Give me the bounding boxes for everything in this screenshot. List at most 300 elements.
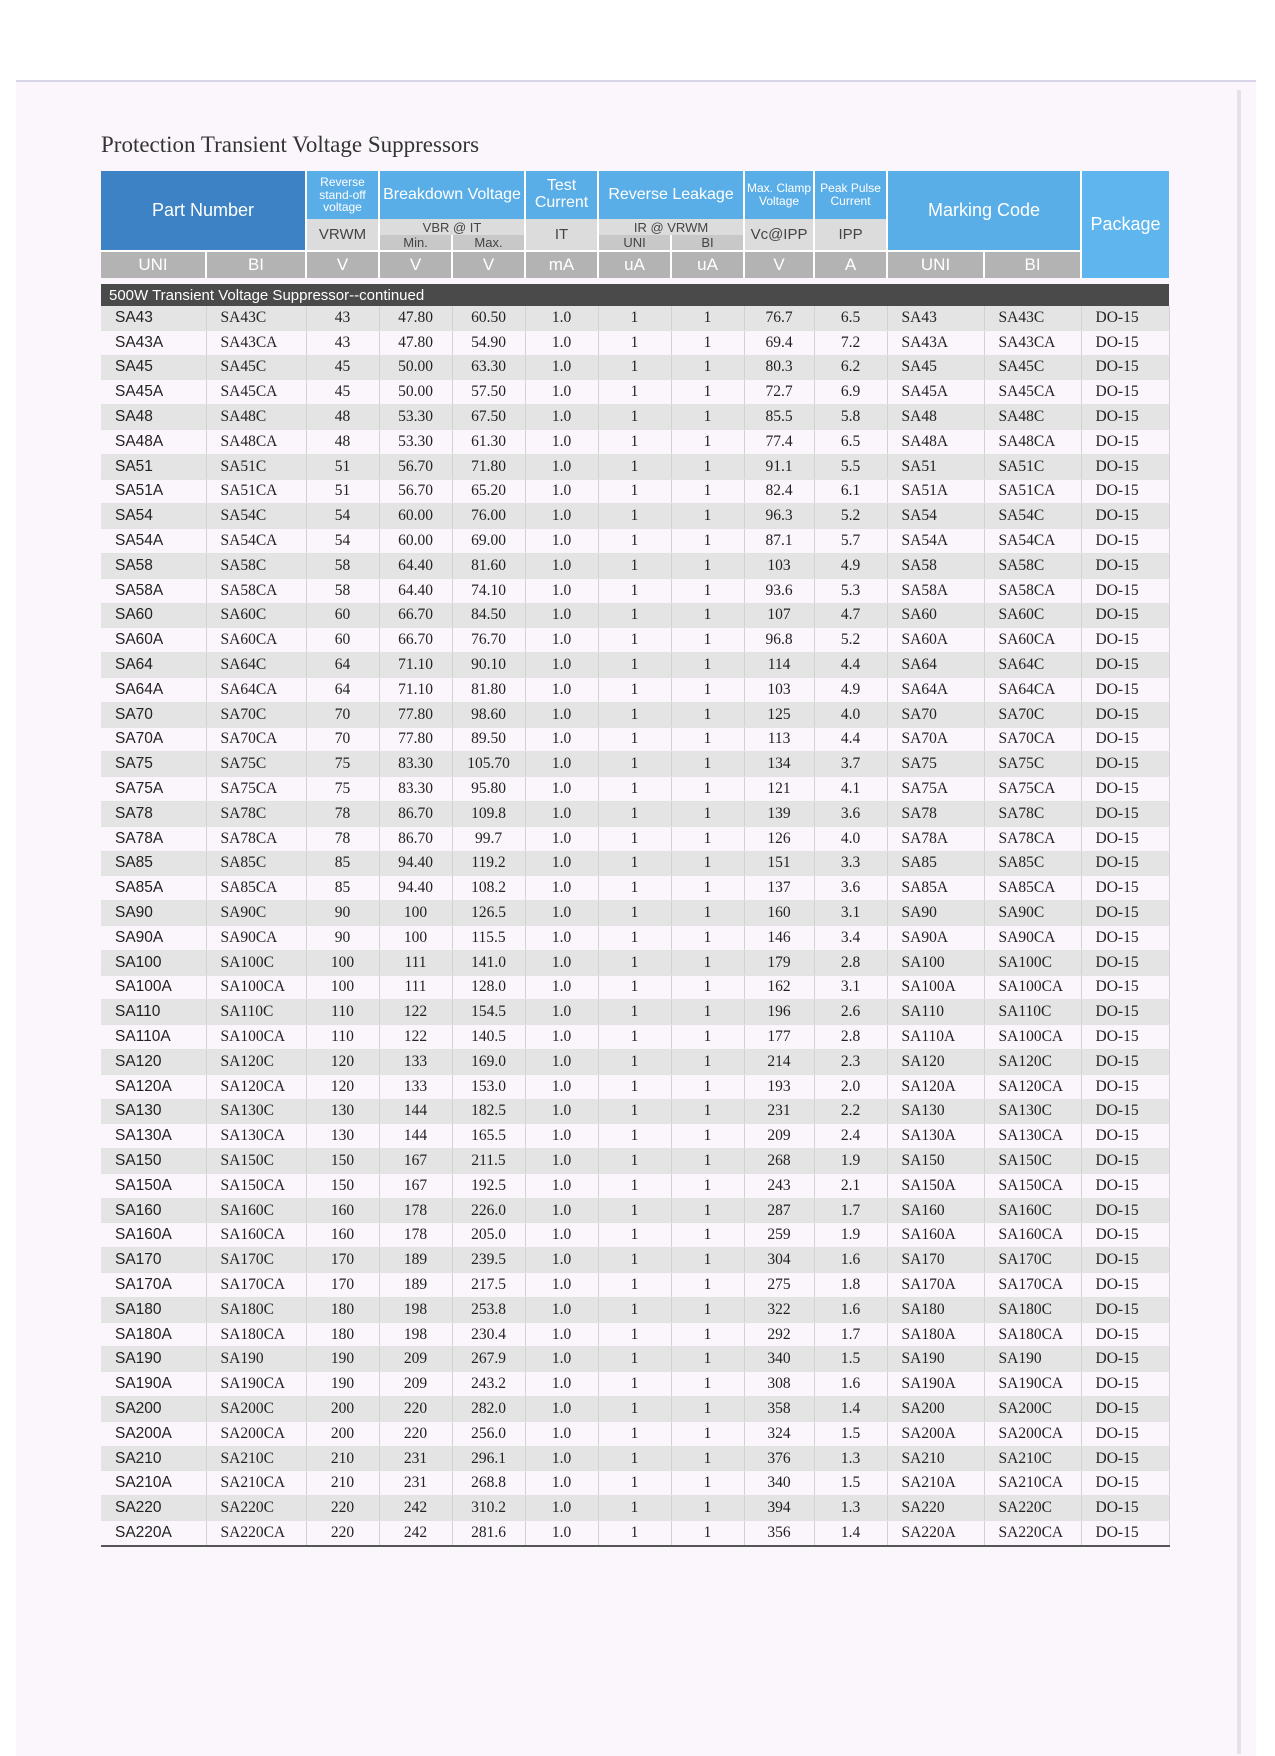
cell-vbr-min: 60.00 <box>379 504 452 529</box>
cell-mark-uni: SA160 <box>887 1198 984 1223</box>
cell-vbr-max: 153.0 <box>452 1074 525 1099</box>
cell-bi-part: SA120C <box>206 1049 306 1074</box>
cell-ir-uni: 1 <box>598 1124 671 1149</box>
cell-ipp: 3.1 <box>814 901 887 926</box>
cell-mark-bi: SA120C <box>984 1049 1081 1074</box>
cell-ir-bi: 1 <box>671 777 744 802</box>
cell-package: DO-15 <box>1081 1521 1169 1546</box>
cell-ir-uni: 1 <box>598 1223 671 1248</box>
cell-ir-bi: 1 <box>671 578 744 603</box>
table-row <box>101 405 1169 430</box>
cell-vbr-min: 56.70 <box>379 454 452 479</box>
cell-vbr-max: 205.0 <box>452 1223 525 1248</box>
cell-it: 1.0 <box>525 1471 598 1496</box>
cell-package: DO-15 <box>1081 1347 1169 1372</box>
cell-ir-uni: 1 <box>598 529 671 554</box>
cell-vbr-min: 144 <box>379 1099 452 1124</box>
cell-ir-uni: 1 <box>598 1322 671 1347</box>
cell-mark-uni: SA43 <box>887 306 984 330</box>
cell-bi-part: SA51CA <box>206 479 306 504</box>
cell-vbr-min: 122 <box>379 1000 452 1025</box>
cell-it: 1.0 <box>525 876 598 901</box>
table-header <box>101 171 1169 278</box>
cell-bi-part: SA90CA <box>206 925 306 950</box>
unit-cell: V <box>452 251 525 278</box>
cell-ipp: 1.5 <box>814 1471 887 1496</box>
cell-ipp: 2.8 <box>814 1025 887 1050</box>
cell-vbr-min: 64.40 <box>379 553 452 578</box>
cell-mark-uni: SA85 <box>887 851 984 876</box>
cell-bi-part: SA170C <box>206 1248 306 1273</box>
cell-ipp: 1.4 <box>814 1521 887 1546</box>
cell-uni-part: SA100A <box>101 975 206 1000</box>
cell-vbr-max: 61.30 <box>452 429 525 454</box>
table-row <box>101 851 1169 876</box>
cell-ipp: 4.7 <box>814 603 887 628</box>
cell-uni-part: SA85 <box>101 851 206 876</box>
table-row <box>101 1446 1169 1471</box>
cell-it: 1.0 <box>525 1347 598 1372</box>
cell-vbr-min: 64.40 <box>379 578 452 603</box>
cell-ir-uni: 1 <box>598 306 671 330</box>
cell-mark-bi: SA85C <box>984 851 1081 876</box>
cell-vbr-min: 189 <box>379 1248 452 1273</box>
cell-bi-part: SA54CA <box>206 529 306 554</box>
cell-ir-uni: 1 <box>598 1049 671 1074</box>
cell-mark-uni: SA60A <box>887 628 984 653</box>
cell-bi-part: SA60C <box>206 603 306 628</box>
cell-mark-uni: SA51A <box>887 479 984 504</box>
cell-vc: 376 <box>744 1446 814 1471</box>
cell-ipp: 5.7 <box>814 529 887 554</box>
cell-vbr-max: 69.00 <box>452 529 525 554</box>
cell-it: 1.0 <box>525 1521 598 1546</box>
cell-vbr-min: 83.30 <box>379 777 452 802</box>
cell-mark-uni: SA210A <box>887 1471 984 1496</box>
cell-ipp: 1.6 <box>814 1297 887 1322</box>
cell-vc: 113 <box>744 727 814 752</box>
cell-ir-bi: 1 <box>671 306 744 330</box>
cell-mark-bi: SA170C <box>984 1248 1081 1273</box>
cell-package: DO-15 <box>1081 1099 1169 1124</box>
header-breakdown-voltage: Breakdown Voltage <box>379 171 525 219</box>
cell-ir-bi: 1 <box>671 1223 744 1248</box>
cell-uni-part: SA130A <box>101 1124 206 1149</box>
cell-ir-bi: 1 <box>671 1322 744 1347</box>
cell-package: DO-15 <box>1081 826 1169 851</box>
cell-vbr-max: 54.90 <box>452 330 525 355</box>
cell-ipp: 1.3 <box>814 1496 887 1521</box>
cell-mark-bi: SA100CA <box>984 975 1081 1000</box>
cell-mark-bi: SA150CA <box>984 1173 1081 1198</box>
cell-vbr-max: 243.2 <box>452 1372 525 1397</box>
cell-vc: 121 <box>744 777 814 802</box>
cell-vbr-min: 66.70 <box>379 628 452 653</box>
cell-vbr-min: 100 <box>379 901 452 926</box>
cell-vbr-max: 239.5 <box>452 1248 525 1273</box>
cell-mark-bi: SA180CA <box>984 1322 1081 1347</box>
cell-vrwm: 78 <box>306 801 379 826</box>
cell-mark-uni: SA220 <box>887 1496 984 1521</box>
unit-cell: A <box>814 251 887 278</box>
cell-uni-part: SA54 <box>101 504 206 529</box>
cell-vbr-max: 81.60 <box>452 553 525 578</box>
cell-ipp: 1.7 <box>814 1322 887 1347</box>
cell-ir-uni: 1 <box>598 1446 671 1471</box>
cell-ipp: 6.2 <box>814 355 887 380</box>
cell-ipp: 5.8 <box>814 405 887 430</box>
cell-ir-bi: 1 <box>671 801 744 826</box>
cell-it: 1.0 <box>525 306 598 330</box>
cell-ir-bi: 1 <box>671 1049 744 1074</box>
cell-mark-uni: SA130A <box>887 1124 984 1149</box>
cell-ir-uni: 1 <box>598 1421 671 1446</box>
cell-ir-bi: 1 <box>671 1124 744 1149</box>
cell-uni-part: SA48A <box>101 429 206 454</box>
cell-vrwm: 190 <box>306 1347 379 1372</box>
cell-vrwm: 100 <box>306 950 379 975</box>
cell-ipp: 6.9 <box>814 380 887 405</box>
cell-vbr-max: 76.00 <box>452 504 525 529</box>
cell-ir-uni: 1 <box>598 1074 671 1099</box>
cell-vbr-max: 141.0 <box>452 950 525 975</box>
cell-vc: 209 <box>744 1124 814 1149</box>
cell-ir-bi: 1 <box>671 553 744 578</box>
cell-mark-bi: SA48CA <box>984 429 1081 454</box>
cell-it: 1.0 <box>525 1000 598 1025</box>
cell-mark-bi: SA100C <box>984 950 1081 975</box>
cell-mark-bi: SA220CA <box>984 1521 1081 1546</box>
cell-ir-uni: 1 <box>598 727 671 752</box>
cell-mark-bi: SA220C <box>984 1496 1081 1521</box>
cell-bi-part: SA130C <box>206 1099 306 1124</box>
cell-mark-uni: SA190A <box>887 1372 984 1397</box>
cell-ir-bi: 1 <box>671 405 744 430</box>
cell-vbr-min: 133 <box>379 1049 452 1074</box>
cell-vbr-min: 77.80 <box>379 727 452 752</box>
cell-vbr-max: 115.5 <box>452 925 525 950</box>
cell-package: DO-15 <box>1081 727 1169 752</box>
cell-mark-bi: SA45C <box>984 355 1081 380</box>
cell-vbr-min: 209 <box>379 1347 452 1372</box>
cell-uni-part: SA78A <box>101 826 206 851</box>
cell-it: 1.0 <box>525 1049 598 1074</box>
cell-it: 1.0 <box>525 702 598 727</box>
cell-mark-bi: SA120CA <box>984 1074 1081 1099</box>
table-row <box>101 950 1169 975</box>
unit-cell: uA <box>598 251 671 278</box>
cell-vbr-max: 281.6 <box>452 1521 525 1546</box>
header-reverse-standoff: Reverse stand-off voltage <box>306 171 379 219</box>
cell-ir-bi: 1 <box>671 454 744 479</box>
cell-vrwm: 170 <box>306 1273 379 1298</box>
cell-bi-part: SA70CA <box>206 727 306 752</box>
cell-uni-part: SA130 <box>101 1099 206 1124</box>
cell-it: 1.0 <box>525 1173 598 1198</box>
table-row <box>101 1347 1169 1372</box>
table-row <box>101 801 1169 826</box>
cell-package: DO-15 <box>1081 1124 1169 1149</box>
cell-vrwm: 43 <box>306 330 379 355</box>
cell-vbr-max: 230.4 <box>452 1322 525 1347</box>
cell-vbr-max: 108.2 <box>452 876 525 901</box>
cell-ir-uni: 1 <box>598 429 671 454</box>
cell-vbr-max: 57.50 <box>452 380 525 405</box>
unit-cell: UNI <box>887 251 984 278</box>
cell-mark-uni: SA64 <box>887 653 984 678</box>
cell-vbr-min: 71.10 <box>379 653 452 678</box>
cell-vc: 69.4 <box>744 330 814 355</box>
cell-package: DO-15 <box>1081 876 1169 901</box>
cell-package: DO-15 <box>1081 504 1169 529</box>
cell-vc: 304 <box>744 1248 814 1273</box>
cell-vrwm: 60 <box>306 628 379 653</box>
cell-vc: 107 <box>744 603 814 628</box>
cell-ir-uni: 1 <box>598 454 671 479</box>
cell-ipp: 1.6 <box>814 1372 887 1397</box>
cell-ipp: 6.1 <box>814 479 887 504</box>
cell-bi-part: SA78C <box>206 801 306 826</box>
cell-uni-part: SA220 <box>101 1496 206 1521</box>
cell-vrwm: 51 <box>306 454 379 479</box>
cell-vbr-min: 167 <box>379 1173 452 1198</box>
header-reverse-leakage: Reverse Leakage <box>598 171 744 219</box>
cell-vbr-max: 165.5 <box>452 1124 525 1149</box>
cell-mark-uni: SA58 <box>887 553 984 578</box>
cell-ir-uni: 1 <box>598 578 671 603</box>
cell-package: DO-15 <box>1081 1223 1169 1248</box>
cell-package: DO-15 <box>1081 330 1169 355</box>
unit-cell: BI <box>206 251 306 278</box>
cell-ir-bi: 1 <box>671 752 744 777</box>
cell-it: 1.0 <box>525 1496 598 1521</box>
cell-vbr-max: 81.80 <box>452 677 525 702</box>
cell-vrwm: 190 <box>306 1372 379 1397</box>
header-part-number: Part Number <box>101 171 306 251</box>
cell-uni-part: SA45 <box>101 355 206 380</box>
cell-package: DO-15 <box>1081 1273 1169 1298</box>
cell-ir-bi: 1 <box>671 1273 744 1298</box>
cell-package: DO-15 <box>1081 454 1169 479</box>
cell-vrwm: 220 <box>306 1521 379 1546</box>
cell-ir-uni: 1 <box>598 1297 671 1322</box>
cell-ir-uni: 1 <box>598 1372 671 1397</box>
cell-mark-uni: SA200A <box>887 1421 984 1446</box>
cell-vrwm: 45 <box>306 355 379 380</box>
cell-vc: 103 <box>744 677 814 702</box>
cell-mark-bi: SA110C <box>984 1000 1081 1025</box>
cell-ipp: 1.9 <box>814 1149 887 1174</box>
cell-ir-bi: 1 <box>671 1372 744 1397</box>
symbol-ipp: IPP <box>814 219 887 251</box>
cell-ir-bi: 1 <box>671 529 744 554</box>
cell-ir-uni: 1 <box>598 1347 671 1372</box>
cell-it: 1.0 <box>525 429 598 454</box>
cell-vc: 160 <box>744 901 814 926</box>
cell-uni-part: SA100 <box>101 950 206 975</box>
cell-uni-part: SA60A <box>101 628 206 653</box>
cell-uni-part: SA160A <box>101 1223 206 1248</box>
cell-bi-part: SA75CA <box>206 777 306 802</box>
table-row <box>101 1149 1169 1174</box>
table-row <box>101 1372 1169 1397</box>
cell-vc: 72.7 <box>744 380 814 405</box>
header-max-clamp: Max. Clamp Voltage <box>744 171 814 219</box>
cell-bi-part: SA190 <box>206 1347 306 1372</box>
cell-package: DO-15 <box>1081 1372 1169 1397</box>
cell-uni-part: SA43 <box>101 306 206 330</box>
header-test-current: Test Current <box>525 171 598 219</box>
cell-ir-bi: 1 <box>671 1297 744 1322</box>
cell-ipp: 4.9 <box>814 553 887 578</box>
cell-package: DO-15 <box>1081 429 1169 454</box>
cell-mark-uni: SA190 <box>887 1347 984 1372</box>
cell-uni-part: SA180 <box>101 1297 206 1322</box>
cell-ipp: 4.9 <box>814 677 887 702</box>
cell-package: DO-15 <box>1081 578 1169 603</box>
cell-vrwm: 130 <box>306 1099 379 1124</box>
table-row <box>101 1074 1169 1099</box>
cell-package: DO-15 <box>1081 925 1169 950</box>
table-row <box>101 752 1169 777</box>
cell-ir-bi: 1 <box>671 1496 744 1521</box>
cell-ir-bi: 1 <box>671 677 744 702</box>
table-row <box>101 553 1169 578</box>
cell-bi-part: SA90C <box>206 901 306 926</box>
cell-ir-bi: 1 <box>671 1397 744 1422</box>
cell-mark-uni: SA48 <box>887 405 984 430</box>
cell-bi-part: SA100CA <box>206 975 306 1000</box>
cell-vc: 324 <box>744 1421 814 1446</box>
cell-vbr-max: 169.0 <box>452 1049 525 1074</box>
table-row <box>101 1273 1169 1298</box>
cell-package: DO-15 <box>1081 1025 1169 1050</box>
cell-vbr-min: 122 <box>379 1025 452 1050</box>
cell-vbr-min: 198 <box>379 1322 452 1347</box>
cell-ipp: 1.5 <box>814 1421 887 1446</box>
cell-vbr-max: 71.80 <box>452 454 525 479</box>
cell-vbr-max: 98.60 <box>452 702 525 727</box>
cell-bi-part: SA78CA <box>206 826 306 851</box>
cell-vrwm: 64 <box>306 677 379 702</box>
unit-cell: mA <box>525 251 598 278</box>
cell-it: 1.0 <box>525 1025 598 1050</box>
cell-bi-part: SA220C <box>206 1496 306 1521</box>
cell-vrwm: 90 <box>306 901 379 926</box>
cell-mark-bi: SA54C <box>984 504 1081 529</box>
cell-it: 1.0 <box>525 1149 598 1174</box>
cell-mark-uni: SA100A <box>887 975 984 1000</box>
cell-bi-part: SA64C <box>206 653 306 678</box>
cell-it: 1.0 <box>525 851 598 876</box>
cell-package: DO-15 <box>1081 405 1169 430</box>
cell-mark-uni: SA58A <box>887 578 984 603</box>
cell-it: 1.0 <box>525 1322 598 1347</box>
cell-ir-uni: 1 <box>598 653 671 678</box>
sub-uni: UNI <box>598 235 671 251</box>
cell-uni-part: SA45A <box>101 380 206 405</box>
cell-bi-part: SA110C <box>206 1000 306 1025</box>
cell-ipp: 5.5 <box>814 454 887 479</box>
cell-vrwm: 75 <box>306 777 379 802</box>
cell-vbr-min: 178 <box>379 1198 452 1223</box>
cell-it: 1.0 <box>525 777 598 802</box>
cell-ipp: 1.9 <box>814 1223 887 1248</box>
cell-vrwm: 64 <box>306 653 379 678</box>
cell-ipp: 4.0 <box>814 702 887 727</box>
table-row <box>101 355 1169 380</box>
cell-vc: 214 <box>744 1049 814 1074</box>
cell-ir-uni: 1 <box>598 1099 671 1124</box>
cell-vbr-max: 95.80 <box>452 777 525 802</box>
cell-vrwm: 54 <box>306 504 379 529</box>
cell-mark-uni: SA180A <box>887 1322 984 1347</box>
cell-vrwm: 180 <box>306 1322 379 1347</box>
cell-it: 1.0 <box>525 925 598 950</box>
cell-package: DO-15 <box>1081 1322 1169 1347</box>
cell-vc: 76.7 <box>744 306 814 330</box>
cell-ipp: 1.5 <box>814 1347 887 1372</box>
cell-ir-uni: 1 <box>598 504 671 529</box>
cell-mark-uni: SA110 <box>887 1000 984 1025</box>
cell-mark-bi: SA78CA <box>984 826 1081 851</box>
table-row <box>101 578 1169 603</box>
cell-bi-part: SA70C <box>206 702 306 727</box>
cell-package: DO-15 <box>1081 355 1169 380</box>
cell-bi-part: SA51C <box>206 454 306 479</box>
cell-package: DO-15 <box>1081 628 1169 653</box>
symbol-vc: Vc@IPP <box>744 219 814 251</box>
cell-vbr-min: 47.80 <box>379 330 452 355</box>
cell-mark-bi: SA85CA <box>984 876 1081 901</box>
cell-vbr-min: 66.70 <box>379 603 452 628</box>
cell-vrwm: 160 <box>306 1223 379 1248</box>
cell-bi-part: SA180C <box>206 1297 306 1322</box>
cell-mark-uni: SA180 <box>887 1297 984 1322</box>
cell-uni-part: SA200A <box>101 1421 206 1446</box>
cell-ir-bi: 1 <box>671 1173 744 1198</box>
cell-bi-part: SA170CA <box>206 1273 306 1298</box>
cell-mark-bi: SA130C <box>984 1099 1081 1124</box>
cell-it: 1.0 <box>525 1124 598 1149</box>
unit-cell: V <box>306 251 379 278</box>
cell-uni-part: SA170 <box>101 1248 206 1273</box>
table-body <box>101 306 1169 1546</box>
cell-package: DO-15 <box>1081 1496 1169 1521</box>
cell-vc: 358 <box>744 1397 814 1422</box>
document-title: Protection Transient Voltage Suppressors <box>101 132 480 157</box>
cell-mark-uni: SA54 <box>887 504 984 529</box>
unit-cell: BI <box>984 251 1081 278</box>
cell-mark-bi: SA58C <box>984 553 1081 578</box>
cell-ir-uni: 1 <box>598 1496 671 1521</box>
cell-bi-part: SA48CA <box>206 429 306 454</box>
cell-it: 1.0 <box>525 628 598 653</box>
cell-mark-bi: SA43CA <box>984 330 1081 355</box>
cell-ir-bi: 1 <box>671 1421 744 1446</box>
cell-it: 1.0 <box>525 975 598 1000</box>
cell-mark-bi: SA45CA <box>984 380 1081 405</box>
cell-ipp: 4.1 <box>814 777 887 802</box>
table-row <box>101 1025 1169 1050</box>
cell-package: DO-15 <box>1081 1471 1169 1496</box>
cell-vrwm: 200 <box>306 1397 379 1422</box>
cell-it: 1.0 <box>525 950 598 975</box>
table-row <box>101 1397 1169 1422</box>
cell-mark-bi: SA90C <box>984 901 1081 926</box>
cell-vbr-min: 77.80 <box>379 702 452 727</box>
cell-ir-bi: 1 <box>671 1248 744 1273</box>
